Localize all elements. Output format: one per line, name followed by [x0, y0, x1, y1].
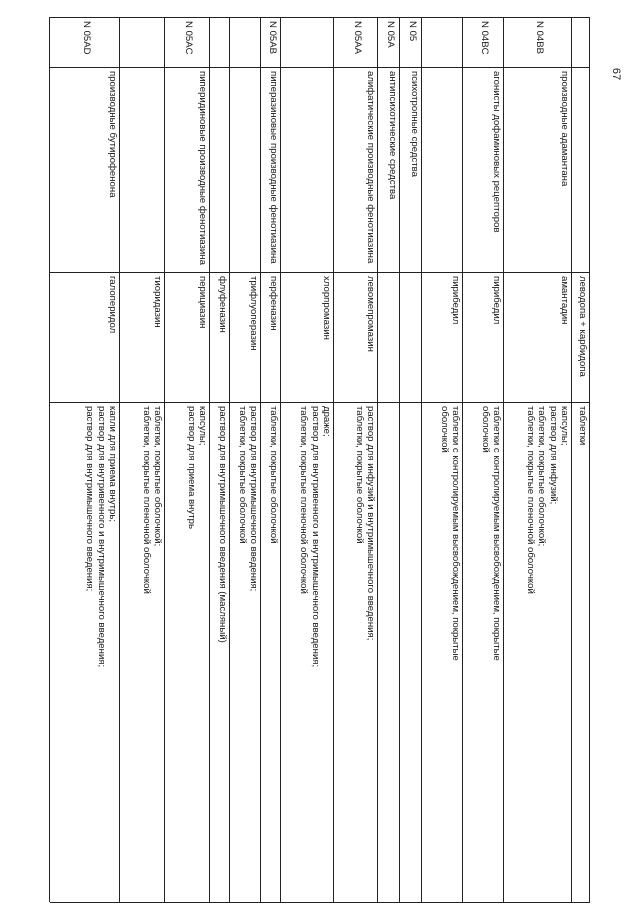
inn-text: леводопа + карбидопа [577, 276, 588, 377]
atc-code-text: N 05AA [352, 21, 363, 55]
inn-text: трифлуоперазин [248, 276, 259, 351]
inn-cell [210, 272, 230, 402]
inn-cell [261, 272, 281, 402]
dosage-form-line: раствор для внутримышечного введения (масляный) [217, 406, 228, 643]
dosage-form-line: капсулы; [197, 406, 208, 446]
inn-cell [378, 272, 400, 402]
atc-code-cell [261, 17, 281, 67]
inn-cell [400, 272, 422, 402]
inn-text: левомепромазин [365, 276, 376, 352]
atc-group-text: агонисты дофаминовых рецепторов [491, 71, 502, 233]
dosage-form-line: таблетки, покрытые пленочной оболочкой [140, 406, 152, 594]
dosage-forms-cell [463, 402, 504, 902]
dosage-form-line: раствор для внутримышечного введения; [84, 406, 96, 592]
dosage-form-line: оболочкой [438, 406, 450, 453]
atc-code-cell [210, 17, 230, 67]
dosage-forms-cell [400, 402, 422, 902]
atc-group-text: антипсихотические средства [387, 71, 398, 200]
atc-group-cell [378, 67, 400, 272]
dosage-form-line: раствор для инфузий и внутримышечного введения; [365, 406, 376, 641]
atc-group-cell [165, 67, 210, 272]
atc-group-text: пиперазиновые производные фенотиазина [268, 71, 279, 264]
atc-code-cell [230, 17, 261, 67]
atc-code-text: N 05AC [183, 21, 195, 55]
atc-code-text: N 04BB [534, 21, 545, 55]
dosage-forms-cell [120, 402, 165, 902]
rotated-page [0, 17, 590, 922]
atc-code-cell [572, 17, 590, 67]
atc-group-cell [120, 67, 165, 272]
inn-text: перициазин [197, 276, 208, 329]
atc-group-text: производные бутирофенона [107, 71, 118, 198]
dosage-form-line: таблетки с контролируемым высвобождением, покрытые [450, 406, 461, 661]
atc-code-cell [422, 17, 463, 67]
dosage-form-line: раствор для внутривенного и внутримышечного введения; [309, 406, 321, 668]
atc-code-cell [334, 17, 378, 67]
atc-code-text: N 05AD [81, 21, 92, 55]
inn-cell [334, 272, 378, 402]
drug-table [50, 17, 590, 902]
dosage-form-line: таблетки, покрытые пленочной оболочкой [524, 406, 536, 594]
atc-group-cell [281, 67, 334, 272]
inn-cell [422, 272, 463, 402]
inn-text: тиоридазин [152, 276, 163, 328]
inn-text: флуфеназин [217, 276, 228, 333]
dosage-forms-cell [261, 402, 281, 902]
inn-text: амантадин [559, 276, 570, 325]
dosage-form-line: раствор для внутримышечного введения; [248, 406, 259, 592]
dosage-form-line: таблетки, покрытые оболочкой; [536, 406, 548, 547]
dosage-forms-cell [334, 402, 378, 902]
atc-group-cell [334, 67, 378, 272]
atc-group-cell [463, 67, 504, 272]
inn-cell [281, 272, 334, 402]
atc-group-text: пиперидиновые производные фенотиазина [197, 71, 208, 265]
dosage-form-line: оболочкой [479, 406, 491, 453]
dosage-form-line: капсулы; [559, 406, 570, 446]
inn-text: пирибедил [450, 276, 461, 325]
dosage-form-line: таблетки с контролируемым высвобождением, покрытые [491, 406, 502, 661]
atc-group-cell [504, 67, 572, 272]
atc-code-cell [400, 17, 422, 67]
dosage-forms-cell [210, 402, 230, 902]
dosage-form-line: драже; [321, 406, 332, 437]
dosage-forms-cell [165, 402, 210, 902]
atc-group-cell [400, 67, 422, 272]
inn-cell [572, 272, 590, 402]
atc-group-cell [572, 67, 590, 272]
atc-group-text: психотропные средства [409, 71, 420, 177]
dosage-form-line: раствор для инфузий; [547, 406, 559, 505]
page-number: 67 [610, 67, 622, 81]
atc-group-text: производные адамантана [559, 71, 570, 187]
inn-text: галоперидол [107, 276, 118, 334]
column-divider [50, 902, 590, 903]
inn-cell [230, 272, 261, 402]
atc-code-cell [165, 17, 210, 67]
atc-code-text: N 04BC [479, 21, 491, 55]
dosage-forms-cell [50, 402, 120, 902]
atc-code-cell [50, 17, 120, 67]
dosage-forms-cell [281, 402, 334, 902]
atc-group-cell [230, 67, 261, 272]
atc-code-cell [463, 17, 504, 67]
inn-cell [50, 272, 120, 402]
dosage-forms-cell [422, 402, 463, 902]
atc-code-text: N 05 [407, 21, 418, 42]
atc-code-text: N 05A [385, 21, 396, 48]
dosage-form-line: капли для приема внутрь; [107, 406, 118, 523]
inn-cell [463, 272, 504, 402]
inn-text: пирибедил [491, 276, 502, 325]
inn-text: перфеназин [268, 276, 279, 331]
inn-cell [120, 272, 165, 402]
atc-group-cell [210, 67, 230, 272]
dosage-forms-cell [378, 402, 400, 902]
atc-code-cell [120, 17, 165, 67]
atc-code-cell [504, 17, 572, 67]
dosage-forms-cell [572, 402, 590, 902]
dosage-form-line: таблетки, покрытые пленочной оболочкой [298, 406, 310, 594]
dosage-form-line: таблетки, покрытые оболочкой [236, 406, 248, 544]
atc-group-text: алифатические производные фенотиазина [365, 71, 376, 264]
atc-code-cell [378, 17, 400, 67]
dosage-forms-cell [504, 402, 572, 902]
atc-group-cell [50, 67, 120, 272]
atc-group-cell [261, 67, 281, 272]
inn-cell [504, 272, 572, 402]
atc-code-text: N 05AB [267, 21, 278, 55]
dosage-form-line: раствор для приема внутрь [185, 406, 197, 529]
dosage-form-line: таблетки [577, 406, 588, 446]
dosage-form-line: раствор для внутривенного и внутримышечного введения; [95, 406, 107, 668]
dosage-form-line: таблетки, покрытые оболочкой [353, 406, 365, 544]
dosage-forms-cell [230, 402, 261, 902]
inn-cell [165, 272, 210, 402]
atc-group-cell [422, 67, 463, 272]
dosage-form-line: таблетки, покрытые оболочкой; [152, 406, 163, 547]
inn-text: хлорпромазин [321, 276, 332, 340]
atc-code-cell [281, 17, 334, 67]
dosage-form-line: таблетки, покрытые оболочкой [268, 406, 279, 544]
